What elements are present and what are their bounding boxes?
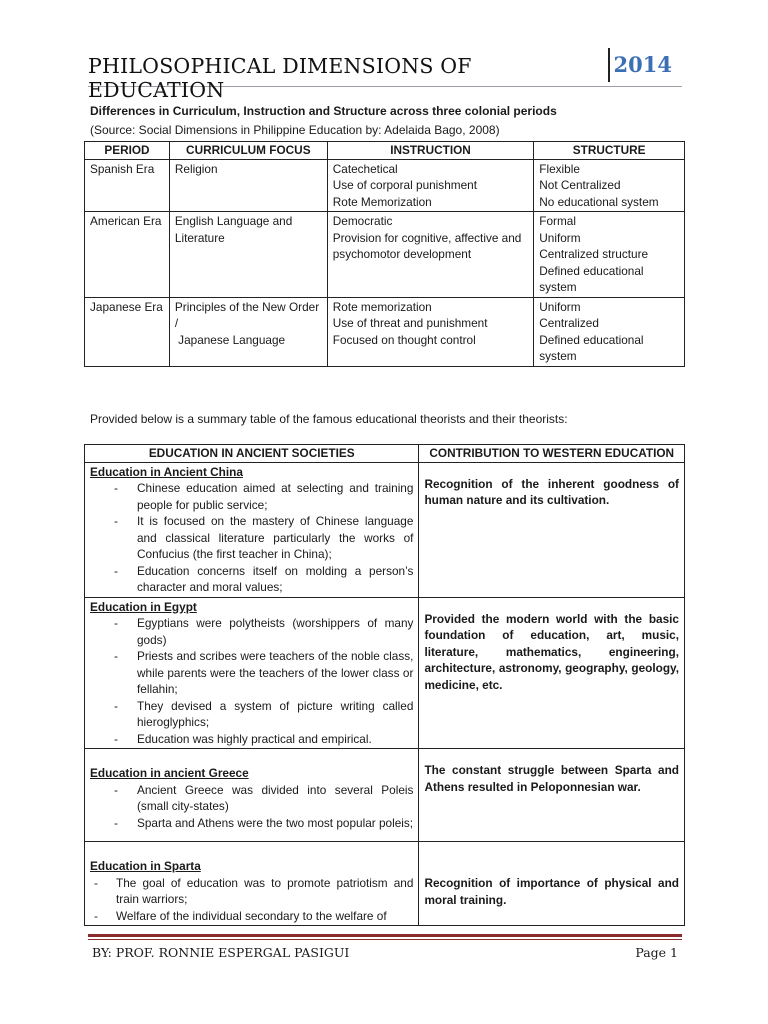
instruction-line: Catechetical (332, 161, 398, 176)
society-cell (85, 462, 419, 597)
table-row (85, 462, 685, 597)
header-title: PHILOSOPHICAL DIMENSIONS OF EDUCATION (88, 54, 472, 102)
table-header-row (85, 142, 685, 160)
instruction-line: Democratic (332, 214, 393, 228)
society-cell (85, 597, 419, 749)
instruction-line: Rote Memorization (332, 194, 432, 209)
structure-line: Centralized structure (539, 247, 649, 261)
table-row (85, 597, 685, 749)
table-row (85, 297, 685, 366)
instruction-line: Rote memorization (332, 299, 432, 314)
structure-line: Formal (539, 214, 576, 228)
contribution-cell (419, 749, 685, 842)
list-item: - Welfare of the individual secondary to the welfare of (90, 908, 413, 925)
table-row (85, 842, 685, 926)
list-item: - Sparta and Athens were the two most popular poleis; (90, 815, 413, 832)
list-item: - Chinese education aimed at selecting and training people for public service; (90, 480, 413, 513)
instruction-line: Provision for cognitive, affective and psychomotor development (332, 230, 522, 261)
structure-line: Not Centralized (539, 178, 621, 192)
col-header-period: PERIOD (85, 142, 170, 160)
curriculum-line: Principles of the New Order / (174, 299, 320, 330)
instruction-line: Focused on thought control (332, 332, 476, 347)
header-separator (608, 48, 610, 82)
list-item: - Education concerns itself on molding a person’s character and moral values; (90, 563, 413, 596)
section-title: Education in Ancient China (90, 464, 243, 479)
cell-instruction (327, 212, 534, 298)
col-header-contribution: CONTRIBUTION TO WESTERN EDUCATION (419, 445, 685, 463)
col-header-structure: STRUCTURE (534, 142, 685, 160)
contribution-text: Recognition of the inherent goodness of human nature and its cultivation. (424, 476, 679, 507)
header-year: 2014 (613, 52, 672, 77)
col-header-societies: EDUCATION IN ANCIENT SOCIETIES (85, 445, 419, 463)
list-item: - It is focused on the mastery of Chinese language and classical literature particularly the works of Confucius (the first teacher in China); (90, 513, 413, 563)
col-header-curriculum: CURRICULUM FOCUS (169, 142, 327, 160)
society-cell (85, 842, 419, 926)
table-row (85, 749, 685, 842)
table-row (85, 159, 685, 212)
page-number: Page 1 (635, 945, 678, 960)
ancient-societies-table (84, 444, 685, 926)
contribution-cell (419, 597, 685, 749)
contribution-text: Recognition of importance of physical and moral training. (424, 876, 679, 907)
structure-line: Flexible (539, 161, 580, 176)
section-title: Education in Egypt (90, 599, 197, 614)
cell-instruction (327, 297, 534, 366)
structure-line: No educational system (539, 194, 659, 209)
footer-rule-thick (88, 934, 682, 937)
footer-author: BY: PROF. RONNIE ESPERGAL PASIGUI (92, 945, 350, 960)
structure-line: Uniform (539, 230, 581, 245)
table-source: (Source: Social Dimensions in Philippine Education by: Adelaida Bago, 2008) (90, 123, 500, 137)
section-title: Education in Sparta (90, 859, 201, 873)
cell-structure (534, 212, 685, 298)
cell-structure (534, 297, 685, 366)
cell-curriculum: Religion (169, 159, 327, 212)
footer-rule (88, 934, 682, 940)
summary-intro: Provided below is a summary table of the famous educational theorists and their theorists: (90, 412, 568, 426)
cell-period: American Era (85, 212, 170, 298)
cell-instruction (327, 159, 534, 212)
curriculum-line: Japanese Language (174, 332, 286, 347)
section-title: Education in ancient Greece (90, 766, 249, 780)
table-heading: Differences in Curriculum, Instruction and Structure across three colonial periods (90, 104, 557, 118)
page-header (88, 46, 682, 102)
instruction-line: Use of threat and punishment (332, 316, 488, 330)
cell-structure (534, 159, 685, 212)
list-item: - Priests and scribes were teachers of the noble class, while parents were the teachers of the lower class or fellahin; (90, 648, 413, 698)
contribution-cell (419, 462, 685, 597)
structure-line: Defined educational system (539, 263, 644, 294)
table-row (85, 212, 685, 298)
instruction-line: Use of corporal punishment (332, 178, 477, 192)
footer-rule-thin (88, 939, 682, 940)
structure-line: Defined educational system (539, 332, 644, 363)
society-cell (85, 749, 419, 842)
cell-period: Japanese Era (85, 297, 170, 366)
col-header-instruction: INSTRUCTION (327, 142, 534, 160)
structure-line: Centralized (539, 316, 599, 330)
colonial-periods-table (84, 141, 685, 367)
contribution-text: The constant struggle between Sparta and Athens resulted in Peloponnesian war. (424, 763, 679, 794)
cell-period: Spanish Era (85, 159, 170, 212)
list-item: - Egyptians were polytheists (worshippers of many gods) (90, 615, 413, 648)
list-item: - Ancient Greece was divided into several Poleis (small city-states) (90, 782, 413, 815)
list-item: - Education was highly practical and empirical. (90, 731, 413, 748)
cell-curriculum: English Language and Literature (169, 212, 327, 298)
contribution-text: Provided the modern world with the basic foundation of education, art, music, literature, mathematics, engineering, architecture, astronomy, geography, geology, medicine, etc. (424, 611, 679, 692)
structure-line: Uniform (539, 299, 581, 314)
list-item: - The goal of education was to promote patriotism and train warriors; (90, 875, 413, 908)
cell-curriculum (169, 297, 327, 366)
list-item: - They devised a system of picture writing called hieroglyphics; (90, 698, 413, 731)
table-header-row (85, 445, 685, 463)
contribution-cell (419, 842, 685, 926)
